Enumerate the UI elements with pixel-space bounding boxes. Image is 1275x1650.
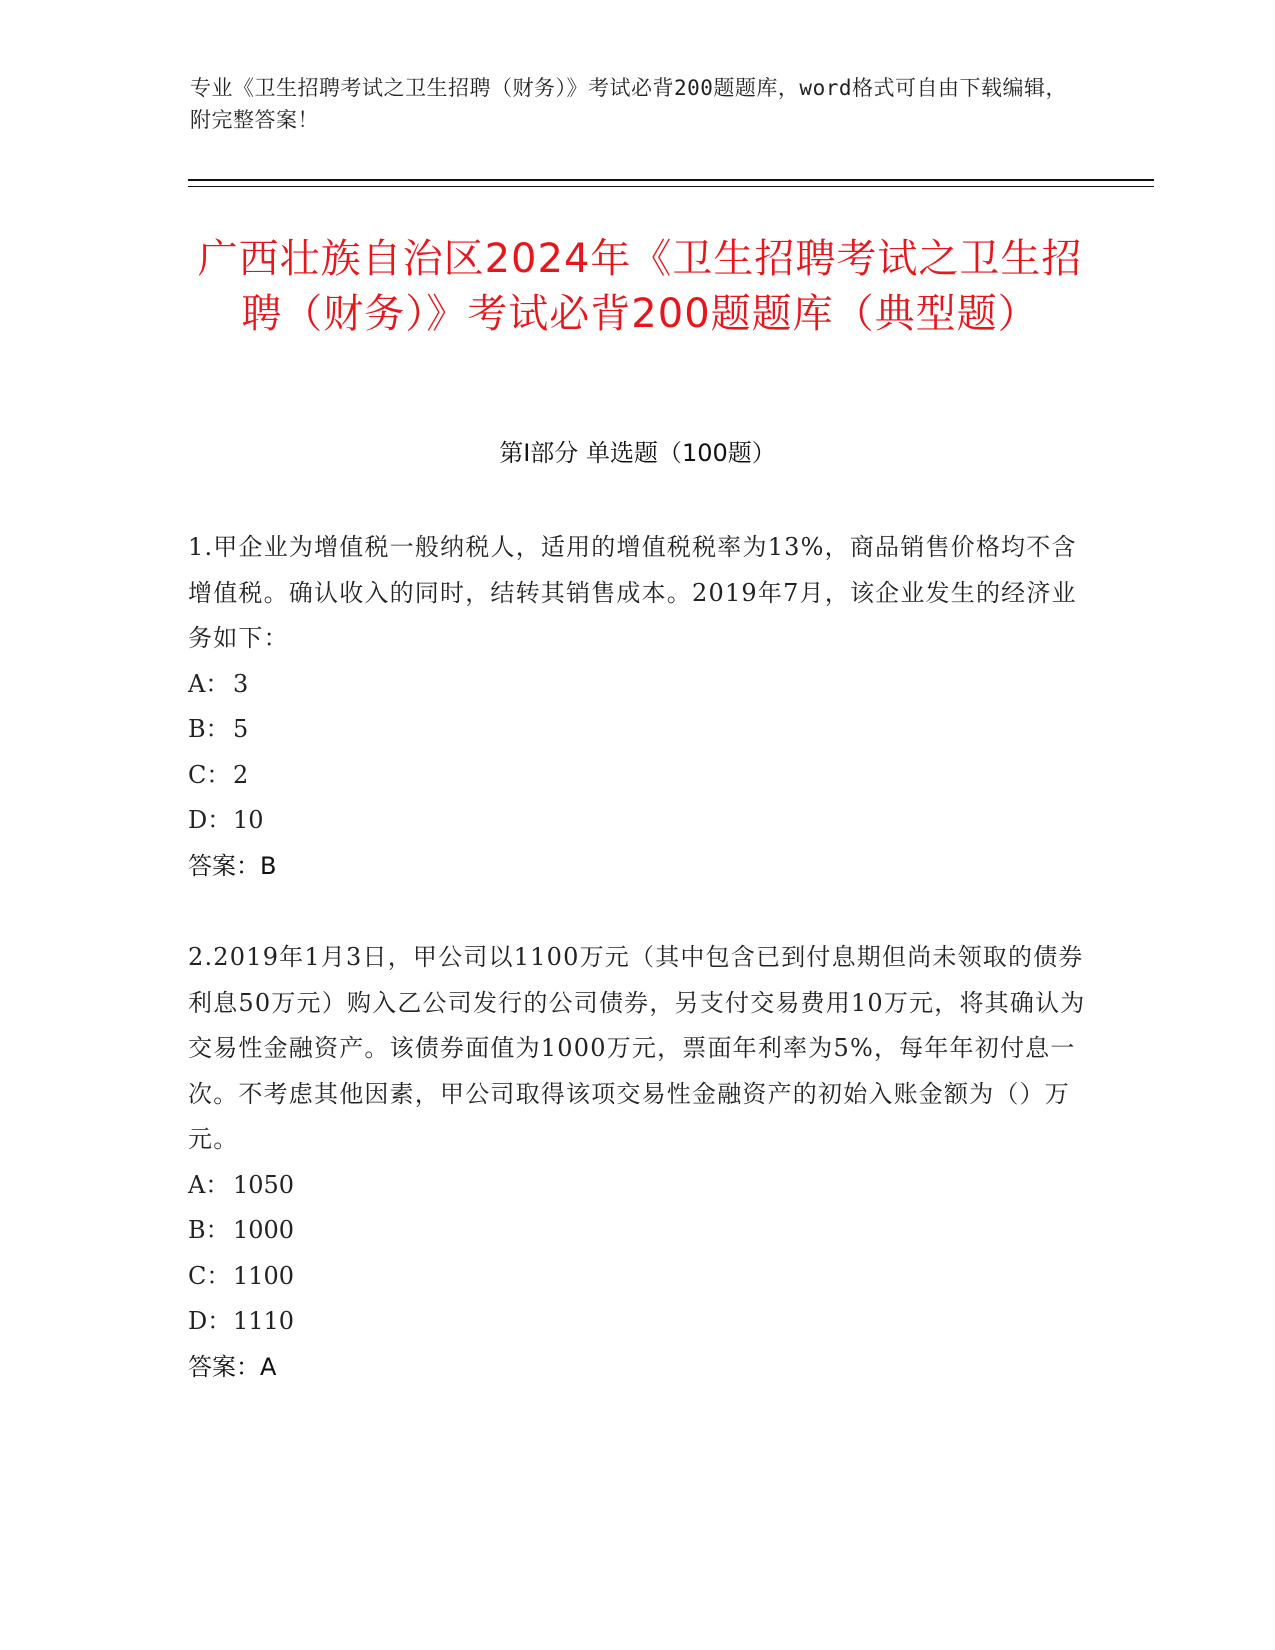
question-stem: 1.甲企业为增值税一般纳税人，适用的增值税税率为13%，商品销售价格均不含增值税。确认收入的同时，结转其销售成本。2019年7月，该企业发生的经济业务如下： bbox=[188, 533, 1077, 652]
option-a bbox=[188, 1163, 1088, 1209]
option-a bbox=[188, 662, 1088, 708]
option-letter: A： bbox=[188, 1170, 230, 1199]
question-stem: 2.2019年1月3日，甲公司以1100万元（其中包含已到付息期但尚未领取的债券利息50万元）购入乙公司发行的公司债券，另支付交易费用10万元，将其确认为交易性金融资产。该债券面值为1000万元，票面年利率为5%，每年年初付息一次。不考虑其他因素，甲公司取得该项交易性金融资产的初始入账金额为（）万元。 bbox=[188, 943, 1086, 1153]
document-title: 广西壮族自治区2024年《卫生招聘考试之卫生招聘（财务）》考试必背200题题库（典型题） bbox=[197, 236, 1083, 337]
header-rule-thick bbox=[188, 179, 1154, 181]
option-letter: A： bbox=[188, 669, 230, 698]
option-text: 3 bbox=[233, 669, 249, 698]
option-letter: C： bbox=[188, 760, 231, 789]
option-text: 1110 bbox=[233, 1307, 295, 1335]
option-c bbox=[188, 753, 1088, 799]
section-title: 第I部分 单选题（100题） bbox=[499, 439, 776, 467]
header-rule-thin bbox=[188, 186, 1154, 187]
answer-line: 答案：B bbox=[188, 851, 277, 880]
option-letter: B： bbox=[188, 715, 230, 743]
option-text: 2 bbox=[233, 760, 249, 789]
option-letter: B： bbox=[188, 1216, 230, 1244]
option-d bbox=[188, 1299, 1088, 1345]
option-text: 10 bbox=[233, 806, 264, 834]
option-c bbox=[188, 1254, 1088, 1300]
option-text: 1050 bbox=[233, 1170, 295, 1199]
option-letter: D： bbox=[188, 806, 232, 834]
question-1 bbox=[188, 525, 1088, 889]
option-text: 1100 bbox=[233, 1261, 295, 1290]
option-letter: D： bbox=[188, 1307, 232, 1335]
option-text: 5 bbox=[233, 715, 249, 743]
answer-line: 答案：A bbox=[188, 1352, 277, 1381]
option-text: 1000 bbox=[233, 1216, 295, 1244]
option-b bbox=[188, 707, 1088, 753]
header-note: 专业《卫生招聘考试之卫生招聘（财务）》考试必背200题题库，word格式可自由下载编辑，附完整答案！ bbox=[190, 76, 1067, 132]
question-2 bbox=[188, 935, 1088, 1390]
option-letter: C： bbox=[188, 1261, 231, 1290]
option-d bbox=[188, 798, 1088, 844]
option-b bbox=[188, 1208, 1088, 1254]
